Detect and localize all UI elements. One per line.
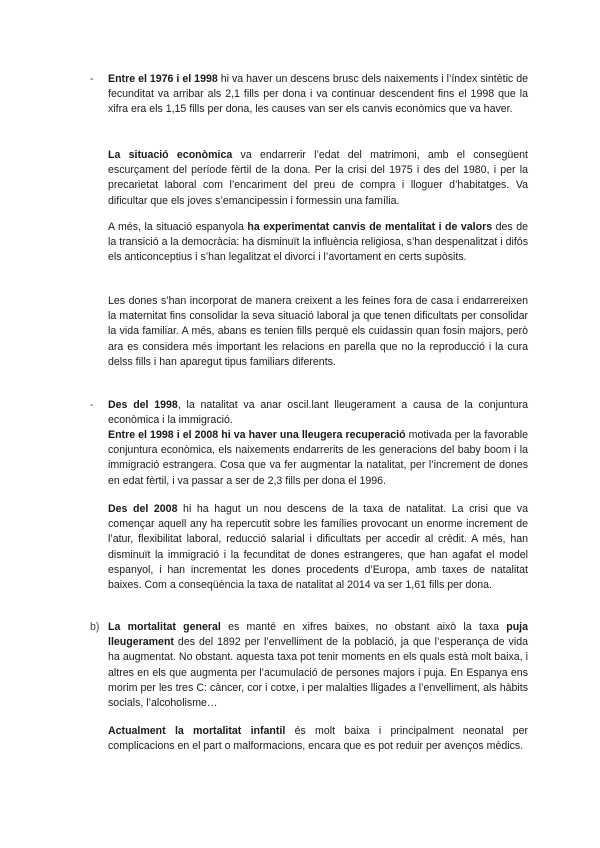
bold-phrase: ha experimentat canvis de mentalitat i de valors <box>247 221 493 233</box>
bold-phrase: Actualment la mortalitat infantil <box>108 725 286 737</box>
bold-phrase: La mortalitat general <box>108 621 221 633</box>
paragraph-text: va endarrerir l’edat del matrimoni, amb el consegüent escurçament del període fèrtil de la dona. Per la crisi del 1975 i des del 1980, i per la precarietat laboral com l’encariment del preu de compra i lloguer d’habitatges. Va dificultar que els joves s’emancipessin i formessin una família. <box>108 149 529 207</box>
paragraph-text: es manté en xifres baixes, no obstant això la taxa <box>220 621 507 633</box>
paragraph-text: motivada per la favorable conjuntura econòmica, els naixements endarrerits de les generacions del baby boom i la immigració estrangera. Cosa que va fer augmentar la natalitat, per l’increment de dones en edat fèrtil, i va passar a ser de 2,3 fills per dona el 1996. <box>108 429 528 487</box>
bold-phrase: puja lleugerament <box>108 621 529 649</box>
paragraph-general-mortality <box>108 620 528 711</box>
bold-phrase: Des del 2008 <box>108 503 178 515</box>
list-dash-marker: - <box>90 73 94 85</box>
paragraph-1976-1998 <box>108 72 528 118</box>
list-dash-marker: - <box>90 399 94 411</box>
paragraph-text: A més, la situació espanyola <box>108 221 248 233</box>
bold-phrase: La situació econòmica <box>108 149 233 161</box>
paragraph-mentality-change <box>108 220 528 266</box>
paragraph-text: hi va haver un descens brusc dels naixements i l’índex sintètic de fecunditat va arribar als 2,1 fills per dona i va continuar descendent fins el 1998 que la xifra era els 1,15 fills per dona, les causes van ser els canvis econòmics que va haver. <box>108 73 528 116</box>
bold-phrase: Entre el 1998 i el 2008 hi va haver una lleugera recuperació <box>108 429 406 441</box>
paragraph-text: és molt baixa i principalment neonatal per complicacions en el part o malformacions, encara que es pot reduir per avenços mèdics. <box>108 725 529 753</box>
paragraph-1998-2008 <box>108 428 528 489</box>
paragraph-text: , la natalitat va anar oscil.lant lleugerament a causa de la conjuntura econòmica i la immigració. <box>108 399 528 427</box>
paragraph-infant-mortality <box>108 724 528 754</box>
paragraph-text: des del 1892 per l’envelliment de la població, ja que l’esperança de vida ha augmentat. No obstant. aquesta taxa pot tenir moments en els quals està molt baixa, i altres en els que augmenta per l’acumulació de persones majors i puja. En Espanya ens morim per les tres C: càncer, cor i cotxe, i per malalties lligades a l’envelliment, als hàbits socials, l’alcoholisme… <box>108 636 528 710</box>
paragraph-text: des de la transició a la democràcia: ha disminuït la influència religiosa, s’han despenalitzat i difós els anticonceptius i s’han legalitzat el divorci i l’avortament en certs supòsits. <box>108 221 528 264</box>
paragraph-women-work <box>108 294 528 370</box>
paragraph-since-1998 <box>108 398 528 428</box>
list-letter-marker: b) <box>90 621 100 633</box>
paragraph-text: hi ha hagut un nou descens de la taxa de natalitat. La crisi que va començar aquell any ha repercutit sobre les famílies provocant un enorme increment de l’atur, flexibilitat laboral, reducció salarial i dificultats per accedir al crèdit. A més, han disminuït la immigració i la fecunditat de dones estrangeres, que han agafat el model espanyol, i han incrementat les dones procedents d’Europa, amb taxes de natalitat baixes. Com a conseqüència la taxa de natalitat al 2014 va ser 1,61 fills per dona. <box>108 503 528 592</box>
bold-phrase: Entre el 1976 i el 1998 <box>108 73 218 85</box>
bold-phrase: Des del 1998 <box>108 399 178 411</box>
paragraph-economic-situation <box>108 148 528 209</box>
paragraph-text: Les dones s’han incorporat de manera creixent a les feines fora de casa i endarrereixen la maternitat fins consolidar la seva situació laboral ja que tenen dificultats per consolidar la vida familiar. A més, abans es tenien fills perquè els cuidassin quan fosin majors, però ara es considera més important les relacions en parella que no la reproducció i la cura delss fills i han aparegut tipus familiars diferents. <box>108 295 528 368</box>
paragraph-since-2008 <box>108 502 528 593</box>
